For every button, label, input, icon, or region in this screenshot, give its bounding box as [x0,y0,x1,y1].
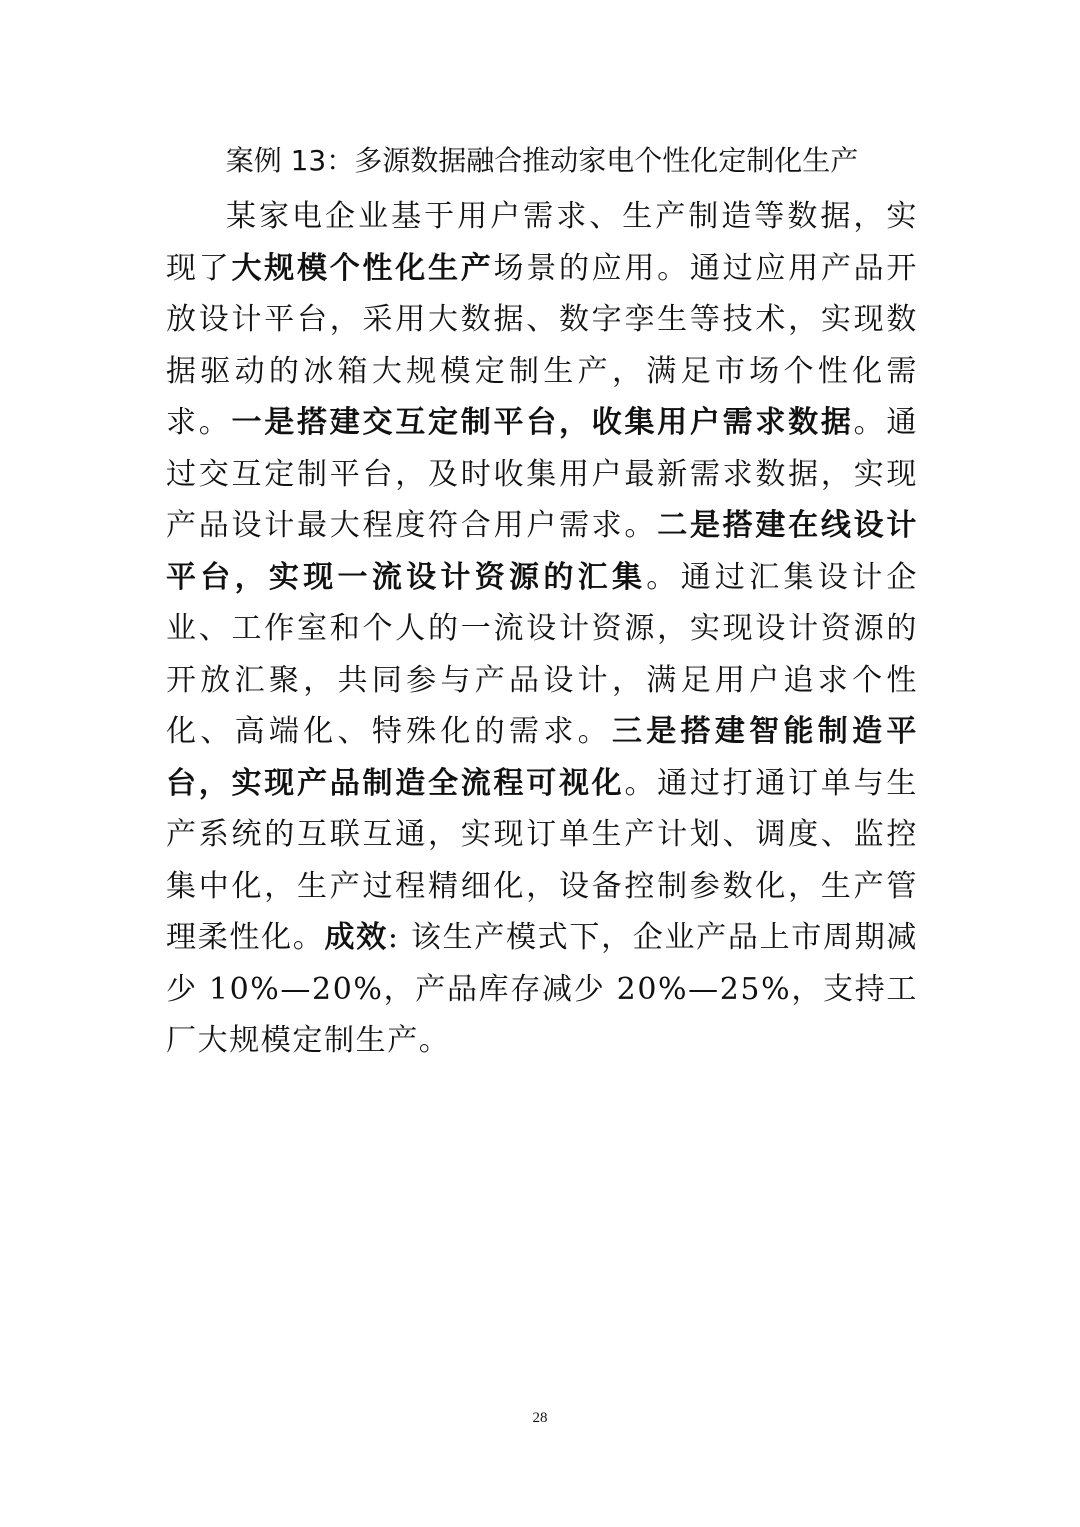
paragraph-run: 场景的应用。通过应用产品开放设计平台，采用大数据、数字孪生等技术，实现数据驱动的冰箱大规模定制生产，满足市场个性化需求。 [166,250,918,440]
paragraph-run: 。通过交互定制平台，及时收集用户最新需求数据，实现产品设计最大程度符合用户需求。 [166,405,919,543]
highlight-point-three: 三是搭建智能制造平台，实现产品制造全流程可视化 [166,714,918,801]
case-body-paragraph [166,191,918,1067]
page-number: 28 [532,1410,548,1426]
paragraph-run: 。通过打通订单与生产系统的互联互通，实现订单生产计划、调度、监控集中化，生产过程精细化，设备控制参数化，生产管理柔性化。 [166,765,918,955]
highlight-results-label: 成效 [324,920,388,955]
paragraph-run: 。通过汇集设计企业、工作室和个人的一流设计资源，实现设计资源的开放汇聚，共同参与产品设计，满足用户追求个性化、高端化、特殊化的需求。 [166,559,918,749]
highlight-point-two: 二是搭建在线设计平台，实现一流设计资源的汇集 [166,508,919,595]
highlight-large-scale-personalization: 大规模个性化生产 [231,250,494,286]
paragraph-run: 某家电企业基于用户需求、生产制造等数据，实现了 [166,199,918,286]
highlight-point-one: 一是搭建交互定制平台，收集用户需求数据 [231,405,854,440]
paragraph-run: : 该生产模式下，企业产品上市周期减少 10%—20%，产品库存减少 20%—25%，支持工厂大规模定制生产。 [166,920,918,1058]
case-title: 案例 13：多源数据融合推动家电个性化定制化生产 [225,144,859,177]
